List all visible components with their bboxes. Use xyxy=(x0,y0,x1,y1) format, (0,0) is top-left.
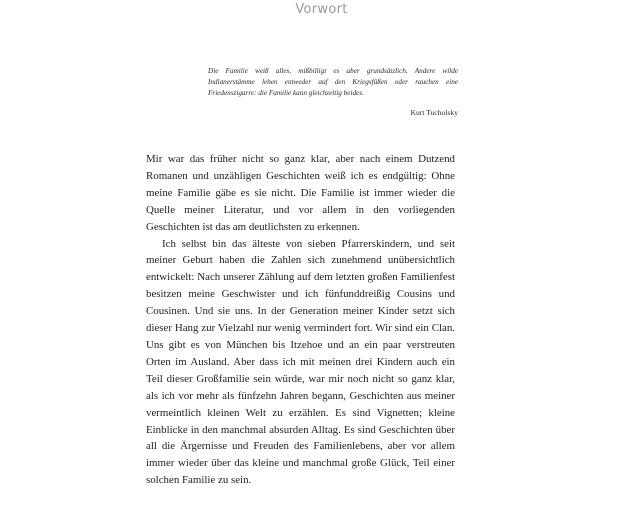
paragraph: Ich selbst bin das älteste von sieben Pfarrerskindern, und seit meiner Geburt haben die Zahlen sich zunehmend unübersichtlich entwickelt: Nach unserer Zählung auf dem letzten großen Familienfest besitzen meine Geschwister und ich fünfunddreißig Cousins und Cousinen. Und sie uns. In der Generation meiner Kinder setzt sich dieser Hang zur Vielzahl nur wenig vermindert fort. Wir sind ein Clan. Uns gibt es von München bis Itzehoe und an ein paar verstreuten Orten im Ausland. Aber dass ich mit meinen drei Kindern auch ein Teil dieser Großfamilie sein würde, war mir noch nicht so ganz klar, als ich vor mehr als fünfzehn Jahren begann, Geschichten aus meiner vermeintlich kleinen Welt zu erzählen. Es sind Vignetten; kleine Einblicke in den manchmal absurden Alltag. Es sind Geschichten über all die Ärgernisse und Freuden des Familienlebens, aber vor allem immer wieder über das kleine und manchmal große Glück, Teil einer solchen Familie zu sein. xyxy=(146,237,455,487)
epigraph-author: Kurt Tucholsky xyxy=(410,108,458,117)
epigraph-quote: Die Familie weiß alles, mißbilligt es aber grundsätzlich. Andere wilde Indianerstämme leben entweder auf den Kriegsfüßen oder rauchen eine Friedenszigarre: die Familie kann gleichzeitig beides. xyxy=(208,67,458,97)
page-title: Vorwort xyxy=(295,2,348,17)
preface-body xyxy=(146,151,455,489)
paragraph: Mir war das früher nicht so ganz klar, aber nach einem Dutzend Romanen und unzähligen Geschichten weiß ich es endgültig: Ohne meine Familie gäbe es sie nicht. Die Familie ist immer wieder die Quelle meiner Literatur, und vor allem in den vorliegenden Geschichten ist das am deutlichsten zu erkennen. xyxy=(146,153,455,233)
